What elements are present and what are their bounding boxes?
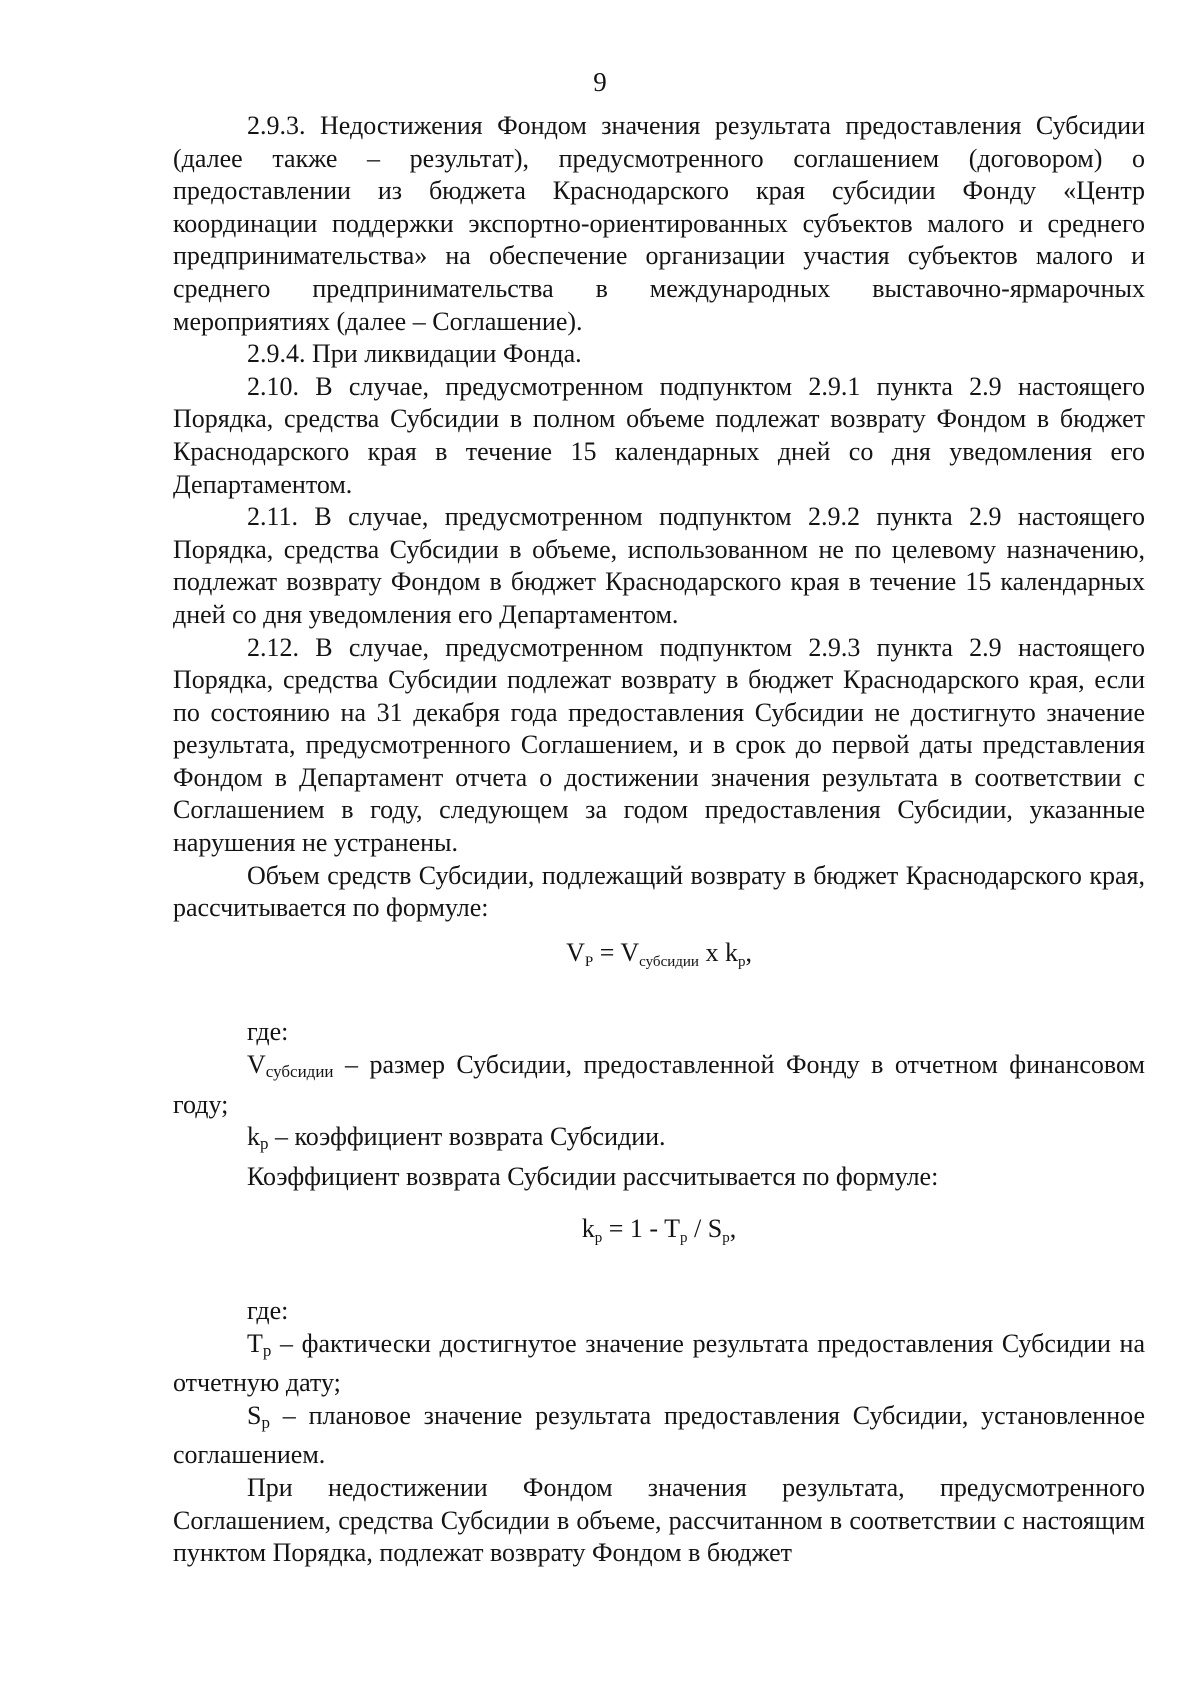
definition-tp xyxy=(173,1328,1145,1400)
formula-return-volume xyxy=(173,937,1145,979)
formula2-tail: , xyxy=(729,1214,737,1244)
paragraph-return-volume-intro: Объем средств Субсидии, подлежащий возврату в бюджет Краснодарского края, рассчитывается по формуле: xyxy=(173,860,1145,923)
formula-kp-subscript: p xyxy=(737,953,746,970)
formula-kp-symbol: k xyxy=(724,937,738,967)
def-tp-subscript: р xyxy=(262,1340,272,1360)
def-kp-subscript: р xyxy=(260,1134,269,1154)
def-tp-symbol: T xyxy=(247,1328,263,1358)
page-number: 9 xyxy=(593,67,607,97)
paragraph-2-9-3: 2.9.3. Недостижения Фондом значения результата предоставления Субсидии (далее также – результат), предусмотренного соглашением (договором) о предоставлении из бюджета Краснодарского края субсидии Фонду «Центр координации поддержки экспортно-ориентированных субъектов малого и среднего предпринимательства» на обеспечение организации участия субъектов малого и среднего предпринимательства в международных выставочно-ярмарочных мероприятиях (далее – Соглашение). xyxy=(173,111,1145,336)
document-body xyxy=(173,110,1145,1570)
formula-tail: , xyxy=(745,937,752,967)
formula-vsub-subscript: субсидии xyxy=(639,953,699,970)
paragraph-2-11: 2.11. В случае, предусмотренном подпунктом 2.9.2 пункта 2.9 настоящего Порядка, средства Субсидии в объеме, использованном не по целевому назначению, подлежат возврату Фондом в бюджет Краснодарского края в течение 15 календарных дней со дня уведомления его Департаментом. xyxy=(173,502,1145,629)
formula-coefficient xyxy=(173,1213,1145,1255)
formula-times: x xyxy=(698,937,725,967)
definition-vsub xyxy=(173,1049,1145,1121)
formula-vp-subscript: P xyxy=(584,953,594,970)
where-label-2: где: xyxy=(247,1296,289,1325)
formula2-tp-subscript: p xyxy=(680,1230,688,1247)
def-sp-symbol: S xyxy=(247,1400,262,1430)
def-vsub-text: – размер Субсидии, предоставленной Фонду в отчетном финансовом году; xyxy=(173,1050,1145,1119)
formula2-sp-subscript: p xyxy=(722,1230,730,1247)
formula2-one-minus: = 1 - xyxy=(602,1214,665,1244)
def-vsub-subscript: субсидии xyxy=(265,1062,334,1082)
def-sp-text: – плановое значение результата предоставления Субсидии, установленное соглашением. xyxy=(173,1400,1145,1470)
formula2-tp-symbol: T xyxy=(664,1214,681,1244)
formula-vp-symbol: V xyxy=(566,937,585,967)
def-tp-text: – фактически достигнутое значение результата предоставления Субсидии на отчетную дату; xyxy=(173,1328,1145,1398)
formula2-kp-symbol: k xyxy=(581,1214,595,1244)
definition-kp xyxy=(173,1121,1145,1161)
definition-sp xyxy=(173,1400,1145,1472)
formula2-sp-symbol: S xyxy=(707,1214,723,1244)
def-vsub-symbol: V xyxy=(247,1050,266,1080)
formula-vsub-symbol: V xyxy=(620,937,640,967)
def-kp-text: – коэффициент возврата Субсидии. xyxy=(268,1122,666,1152)
where-label-1: где: xyxy=(247,1017,289,1047)
def-sp-subscript: р xyxy=(261,1412,270,1432)
paragraph-coefficient-intro: Коэффициент возврата Субсидии рассчитывается по формуле: xyxy=(247,1161,939,1191)
def-kp-symbol: k xyxy=(247,1122,260,1152)
formula-equals: = xyxy=(593,937,621,967)
formula2-kp-subscript: p xyxy=(594,1230,603,1247)
formula2-slash: / xyxy=(687,1214,708,1244)
paragraph-2-12: 2.12. В случае, предусмотренном подпунктом 2.9.3 пункта 2.9 настоящего Порядка, средства Субсидии подлежат возврату в бюджет Краснодарского края, если по состоянию на 31 декабря года предоставления Субсидии не достигнуто значение результата, предусмотренного Соглашением, и в срок до первой даты представления Фондом в Департамент отчета о достижении значения результата в соответствии с Соглашением в году, следующем за годом предоставления Субсидии, указанные нарушения не устранены. xyxy=(173,632,1145,858)
paragraph-2-10: 2.10. В случае, предусмотренном подпунктом 2.9.1 пункта 2.9 настоящего Порядка, средства Субсидии в полном объеме подлежат возврату Фондом в бюджет Краснодарского края в течение 15 календарных дней со дня уведомления его Департаментом. xyxy=(173,371,1145,499)
paragraph-non-achievement: При недостижении Фондом значения результата, предусмотренного Соглашением, средства Субсидии в объеме, рассчитанном в соответствии с настоящим пунктом Порядка, подлежат возврату Фондом в бюджет xyxy=(173,1472,1145,1568)
paragraph-2-9-4: 2.9.4. При ликвидации Фонда. xyxy=(247,339,582,369)
